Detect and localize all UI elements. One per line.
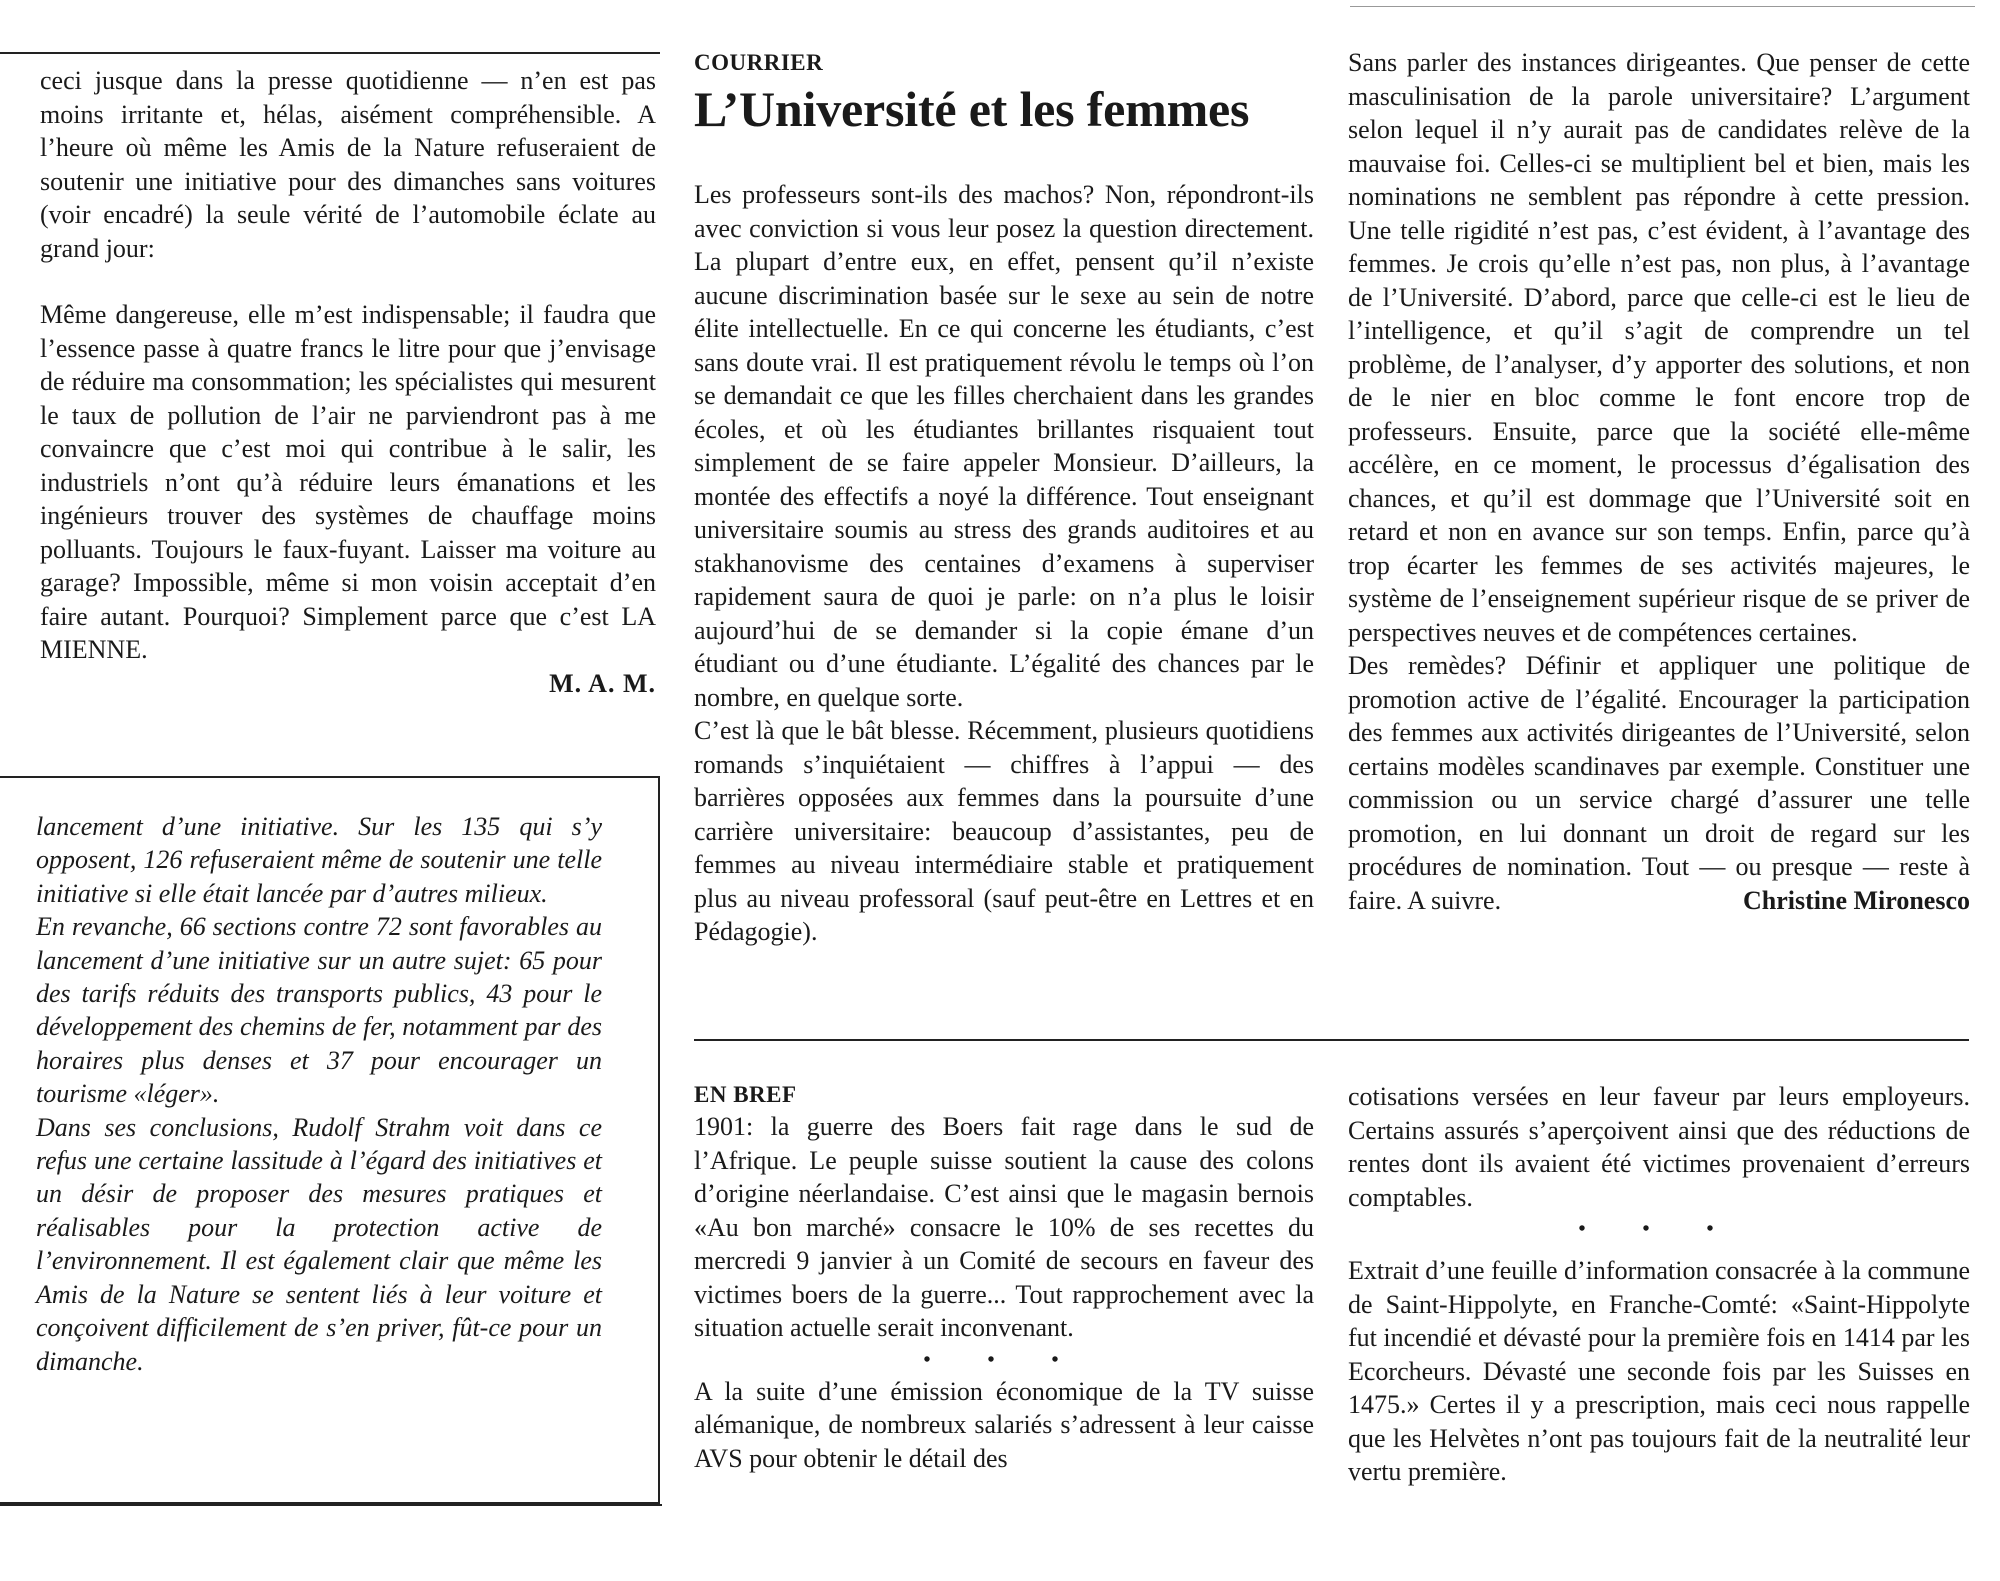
separator-dots: • • • <box>923 1348 1085 1371</box>
article-author: Christine Mironesco <box>1743 885 1970 915</box>
courrier-kicker: COURRIER <box>694 50 824 75</box>
page-bottom-left-rule <box>0 1504 662 1506</box>
left-quote-paragraph: Même dangereuse, elle m’est indispensable; il faudra que l’essence passe à quatre francs le litre pour que j’envisage de réduire ma consommation; les spécialistes qui mesurent le taux de pollution de l’air ne parviendront pas à me convaincre que c’est moi qui contribue à le salir, les industriels n’ont qu’à réduire leurs émanations et les ingénieurs trouver des systèmes de chauffage moins polluants. Toujours le faux-fuyant. Laisser ma voiture au garage? Impossible, même si mon voisin acceptait d’en faire autant. Pourquoi? Simplement parce que c’est LA MIENNE. <box>40 300 656 664</box>
box-paragraph: lancement d’une initiative. Sur les 135 qui s’y opposent, 126 refuseraient même de soutenir une telle initiative si elle était lancée par d’autres milieux. <box>36 812 602 908</box>
courrier-middle-column <box>694 48 1314 949</box>
en-bref-item: 1901: la guerre des Boers fait rage dans le sud de l’Afrique. Le peuple suisse soutient la cause des colons d’origine néerlandaise. C’est ainsi que le magasin bernois «Au bon marché» consacre le 10% de ses recettes du mercredi 9 janvier à un Comité de secours en faveur des victimes boers de la guerre... Tout rapprochement avec la situation actuelle serait inconvenant. <box>694 1112 1314 1342</box>
courrier-paragraph <box>1348 649 1970 917</box>
initiative-box <box>0 776 660 1504</box>
courrier-right-column <box>1348 46 1970 917</box>
left-top-paragraph: ceci jusque dans la presse quotidienne — n’en est pas moins irritante et, hélas, aisément compréhensible. A l’heure où même les Amis de la Nature refuseraient de soutenir une initiative pour des dimanches sans voitures (voir encadré) la seule vérité de l’automobile éclate au grand jour: <box>40 66 656 263</box>
courrier-bottom-rule <box>694 1039 1969 1041</box>
box-paragraph: Dans ses conclusions, Rudolf Strahm voit dans ce refus une certaine lassitude à l’égard des initiatives et un désir de proposer des mesures pratiques et réalisables pour la protection active de l’environnement. Il est également clair que même les Amis de la Nature se sentent liés à leur voiture et conçoivent difficilement de s’en priver, fût-ce pour un dimanche. <box>36 1112 602 1376</box>
courrier-paragraph: Les professeurs sont-ils des machos? Non, répondront-ils avec conviction si vous leur posez la question directement. La plupart d’entre eux, en effet, pensent qu’il n’existe aucune discrimination basée sur le sexe au sein de notre élite intellectuelle. En ce qui concerne les étudiants, c’est sans doute vrai. Il est pratiquement révolu le temps où l’on se demandait ce que les filles cherchaient dans les grandes écoles, et où les étudiantes brillantes risquaient tout simplement de se faire appeler Monsieur. D’ailleurs, la montée des effectifs a noyé la différence. Tout enseignant universitaire soumis au stress des grands auditoires et au stakhanovisme des centaines d’examens à superviser rapidement saura de quoi je parle: on n’a plus le loisir aujourd’hui de se demander si la copie émane d’un étudiant ou d’une étudiante. L’égalité des chances par le nombre, en quelque sorte. <box>694 180 1314 712</box>
en-bref-item: Extrait d’une feuille d’information consacrée à la commune de Saint-Hippolyte, en Franche-Comté: «Saint-Hippolyte fut incendié et dévasté pour la première fois en 1414 par les Ecorcheurs. Dévasté une seconde fois par les Suisses en 1475.» Certes il y a prescription, mais ceci nous rappelle que les Helvètes n’ont pas toujours fait de la neutralité leur vertu première. <box>1348 1256 1970 1486</box>
courrier-final-text: Des remèdes? Définir et appliquer une politique de promotion active de l’égalité. Encourager la participation des femmes aux activités dirigeantes de l’Université, selon certains modèles scandinaves par exemple. Constituer une commission ou un service chargé d’assurer une telle promotion, en lui donnant un droit de regard sur les procédures de nomination. Tout — ou presque — reste à faire. A suivre. <box>1348 651 1970 915</box>
left-signature: M. A. M. <box>549 668 656 698</box>
top-right-rule <box>1350 6 1975 7</box>
left-column <box>40 64 656 700</box>
en-bref-middle-column <box>694 1080 1314 1475</box>
en-bref-item-continued: cotisations versées en leur faveur par leurs employeurs. Certains assurés s’aperçoivent ainsi que des réductions de rentes dont ils avaient été victimes provenaient d’erreurs comptables. <box>1348 1082 1970 1212</box>
en-bref-item: A la suite d’une émission économique de la TV suisse alémanique, de nombreux salariés s’adressent à leur caisse AVS pour obtenir le détail des <box>694 1376 1314 1473</box>
courrier-paragraph: C’est là que le bât blesse. Récemment, plusieurs quotidiens romands s’inquiétaient — chiffres à l’appui — des barrières opposées aux femmes dans la poursuite d’une carrière universitaire: beaucoup d’assistantes, peu de femmes au niveau intermédiaire stable et pratiquement plus au niveau professoral (sauf peut-être en Lettres et en Pédagogie). <box>694 716 1314 946</box>
article-headline: L’Université et les femmes <box>694 81 1250 137</box>
courrier-paragraph: Sans parler des instances dirigeantes. Que penser de cette masculinisation de la parole universitaire? L’argument selon lequel il n’y aurait pas de candidates relève de la mauvaise foi. Celles-ci se multiplient bel et bien, mais les nominations ne semblent pas répondre à cette pression. Une telle rigidité n’est pas, c’est évident, à l’avantage des femmes. Je crois qu’elle n’est pas, non plus, à l’avantage de l’Université. D’abord, parce que celle-ci est le lieu de l’intelligence, et qu’il s’agit de comprendre un tel problème, de l’analyser, d’y apporter des solutions, et non de le nier en bloc comme le font encore trop de professeurs. Ensuite, parce que la société elle-même accélère, en ce moment, le processus d’égalisation des chances, et qu’il est dommage que l’Université soit en retard et non en avance sur son temps. Enfin, parce qu’à trop écarter les femmes de ses activités majeures, le système de l’enseignement supérieur risque de se priver de perspectives neuves et de compétences certaines. <box>1348 48 1970 647</box>
separator-dots: • • • <box>1578 1218 1740 1240</box>
top-left-rule <box>0 52 660 54</box>
en-bref-right-column <box>1348 1080 1970 1489</box>
initiative-box-text <box>36 810 602 1378</box>
en-bref-kicker: EN BREF <box>694 1082 797 1107</box>
box-paragraph: En revanche, 66 sections contre 72 sont favorables au lancement d’une initiative sur un autre sujet: 65 pour des tarifs réduits des transports publics, 43 pour le développement des chemins de fer, notamment par des horaires plus denses et 37 pour encourager un tourisme «léger». <box>36 912 602 1109</box>
